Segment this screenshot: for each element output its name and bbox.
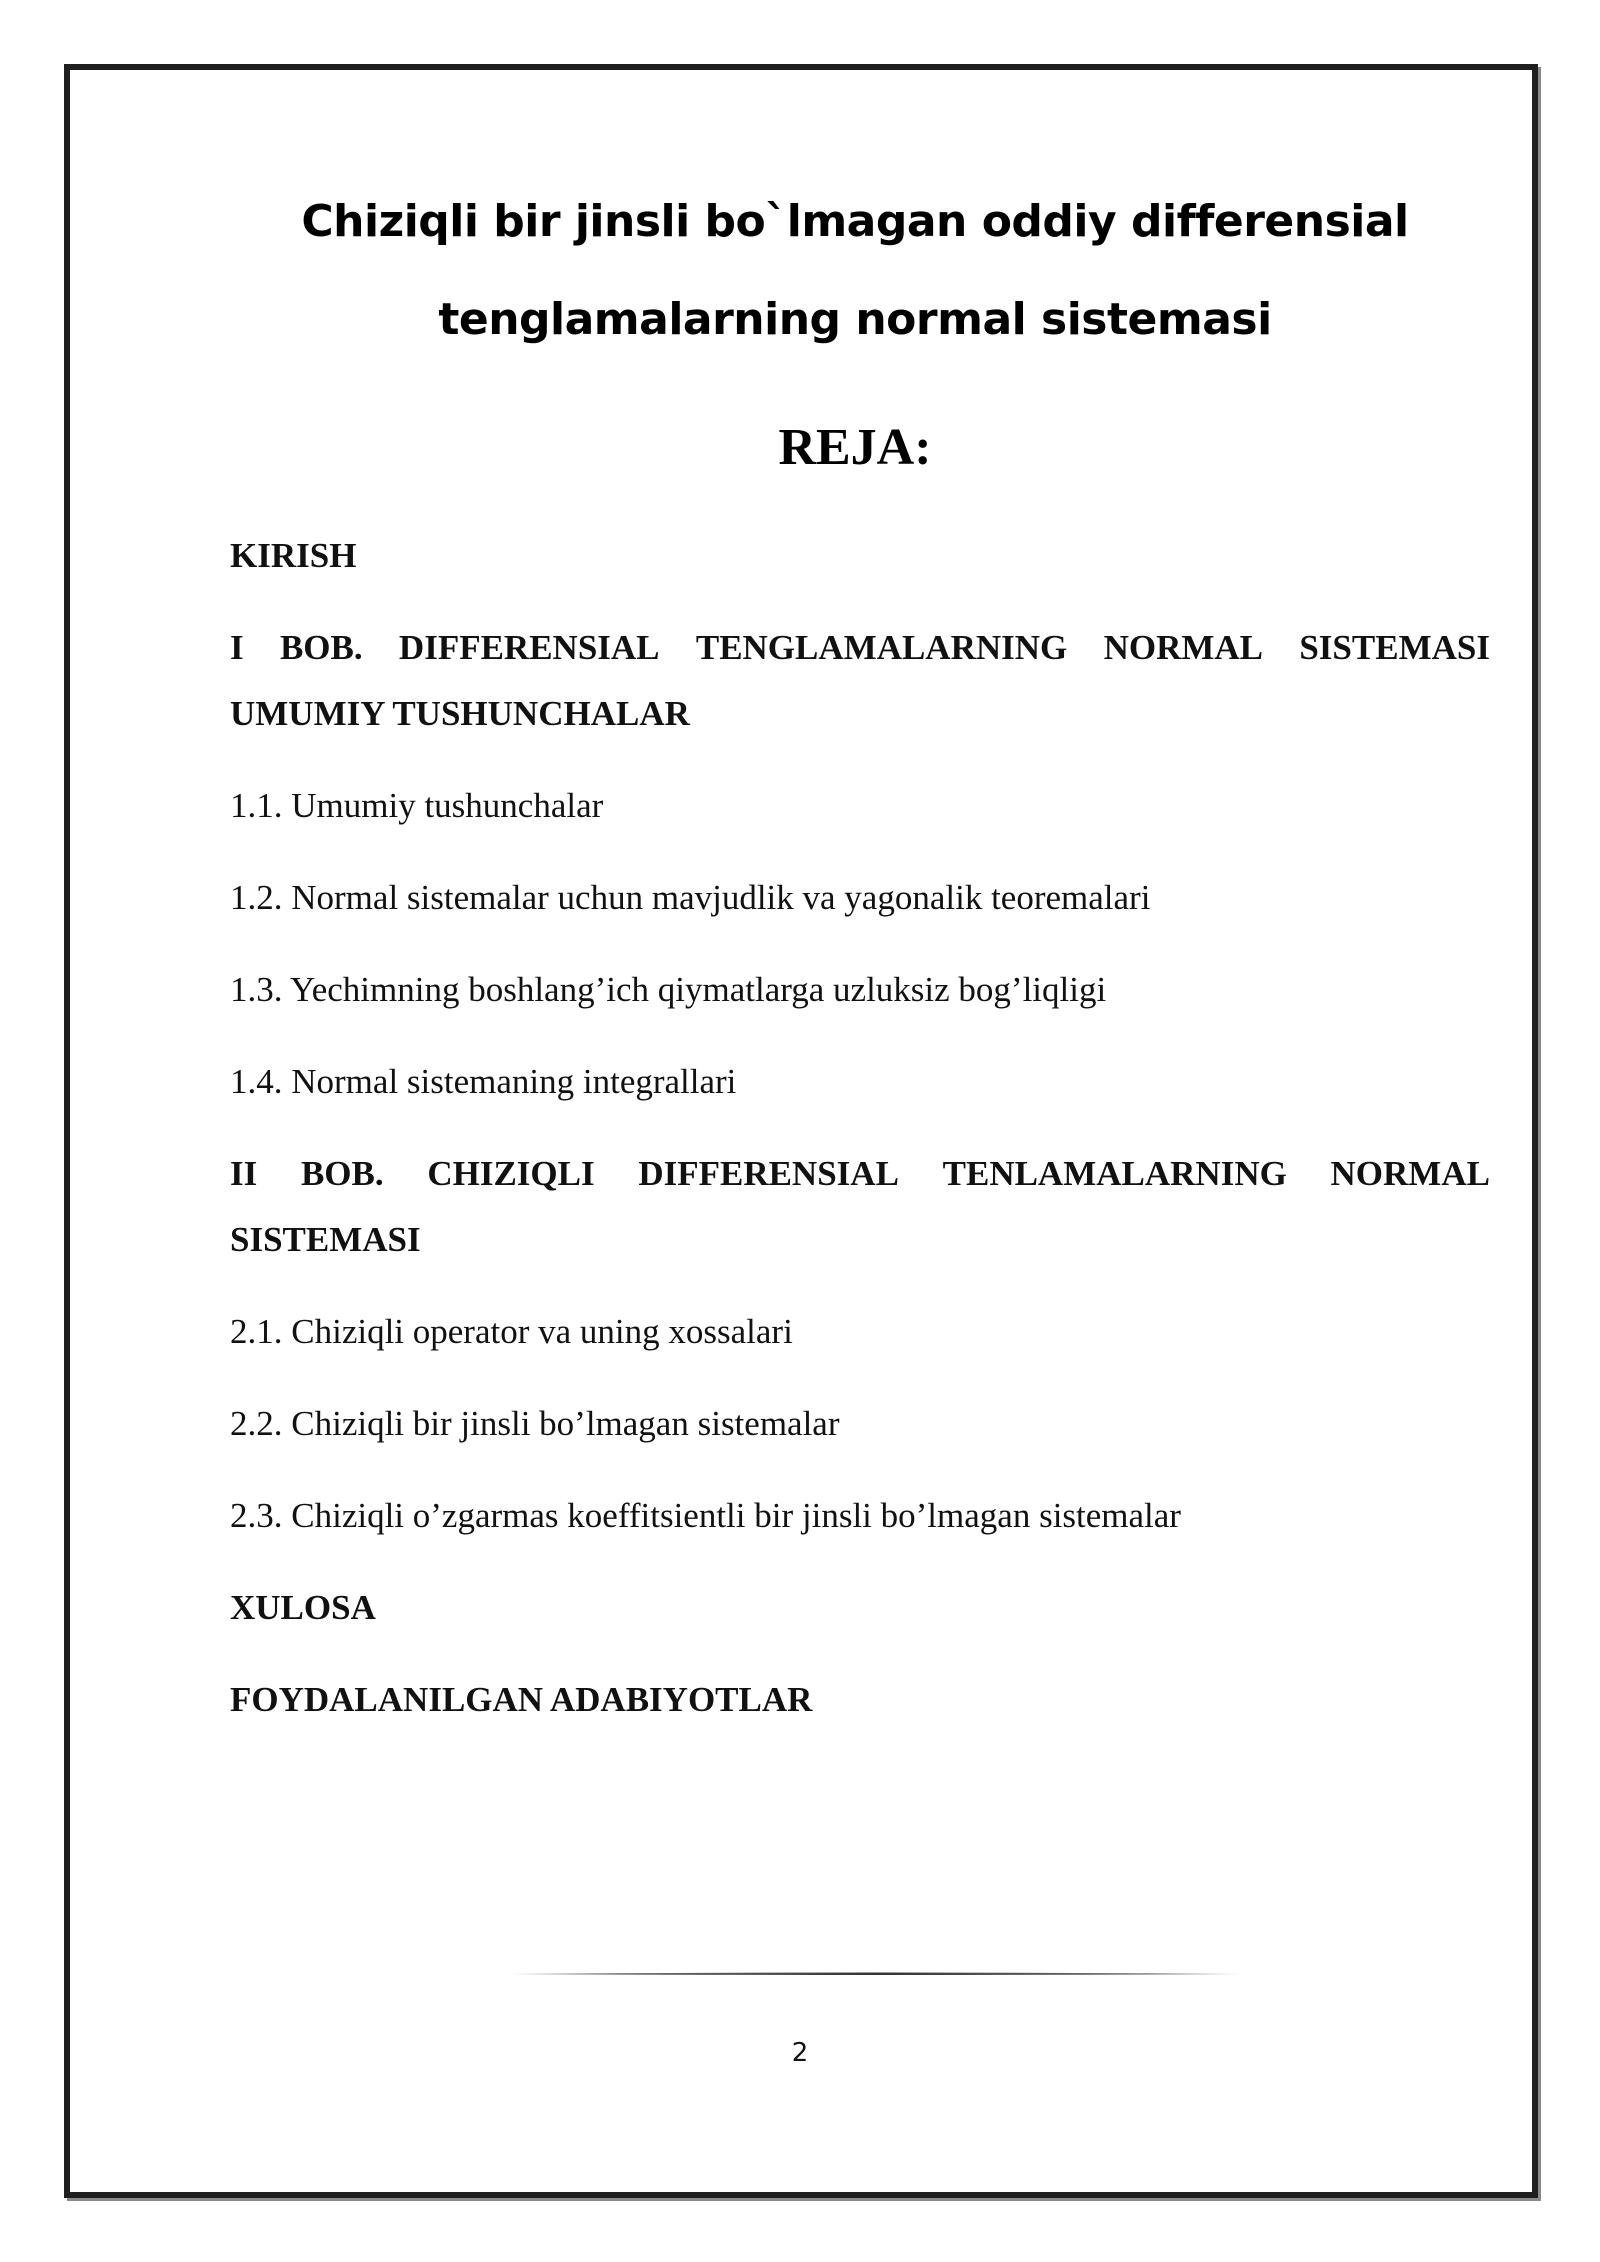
footer-divider	[510, 1970, 1240, 1978]
toc-section-2-1: 2.1. Chiziqli operator va uning xossalari	[230, 1312, 793, 1351]
toc-section-1-1: 1.1. Umumiy tushunchalar	[230, 786, 604, 825]
toc-chapter-1-line-2: UMUMIY TUSHUNCHALAR	[230, 694, 690, 733]
toc-section-1-2: 1.2. Normal sistemalar uchun mavjudlik va yagonalik teoremalari	[230, 878, 1151, 917]
plan-heading: REJA:	[778, 419, 932, 476]
toc-intro: KIRISH	[230, 536, 357, 575]
toc-word: BOB.	[279, 628, 363, 667]
toc-word: DIFFERENSIAL	[638, 1154, 899, 1193]
toc-chapter-1-line-1	[230, 626, 1490, 670]
toc-word: CHIZIQLI	[427, 1154, 595, 1193]
toc-chapter-2-line-1	[230, 1152, 1490, 1196]
toc-word: SISTEMASI	[1299, 628, 1490, 667]
toc-references: FOYDALANILGAN ADABIYOTLAR	[230, 1680, 813, 1719]
toc-word: II	[230, 1154, 258, 1193]
toc-word: DIFFERENSIAL	[398, 628, 660, 667]
toc-section-2-3: 2.3. Chiziqli o’zgarmas koeffitsientli bir jinsli bo’lmagan sistemalar	[230, 1496, 1181, 1535]
toc-section-2-2: 2.2. Chiziqli bir jinsli bo’lmagan sistemalar	[230, 1404, 840, 1443]
toc-word: BOB.	[300, 1154, 384, 1193]
page-number: 2	[791, 2038, 809, 2068]
toc-word: NORMAL	[1330, 1154, 1490, 1193]
toc-word: I	[230, 628, 244, 667]
document-title-line-2: tenglamalarning normal sistemasi	[438, 294, 1272, 345]
toc-section-1-3: 1.3. Yechimning boshlang’ich qiymatlarga uzluksiz bog’liqligi	[230, 970, 1107, 1009]
toc-word: NORMAL	[1103, 628, 1264, 667]
toc-section-1-4: 1.4. Normal sistemaning integrallari	[230, 1062, 737, 1101]
page-border	[64, 64, 1538, 2198]
document-title-line-1: Chiziqli bir jinsli bo`lmagan oddiy differensial	[301, 196, 1409, 247]
toc-word: TENGLAMALARNING	[695, 628, 1068, 667]
toc-chapter-2-line-2: SISTEMASI	[230, 1220, 421, 1259]
toc-conclusion: XULOSA	[230, 1588, 376, 1627]
toc-word: TENLAMALARNING	[942, 1154, 1287, 1193]
